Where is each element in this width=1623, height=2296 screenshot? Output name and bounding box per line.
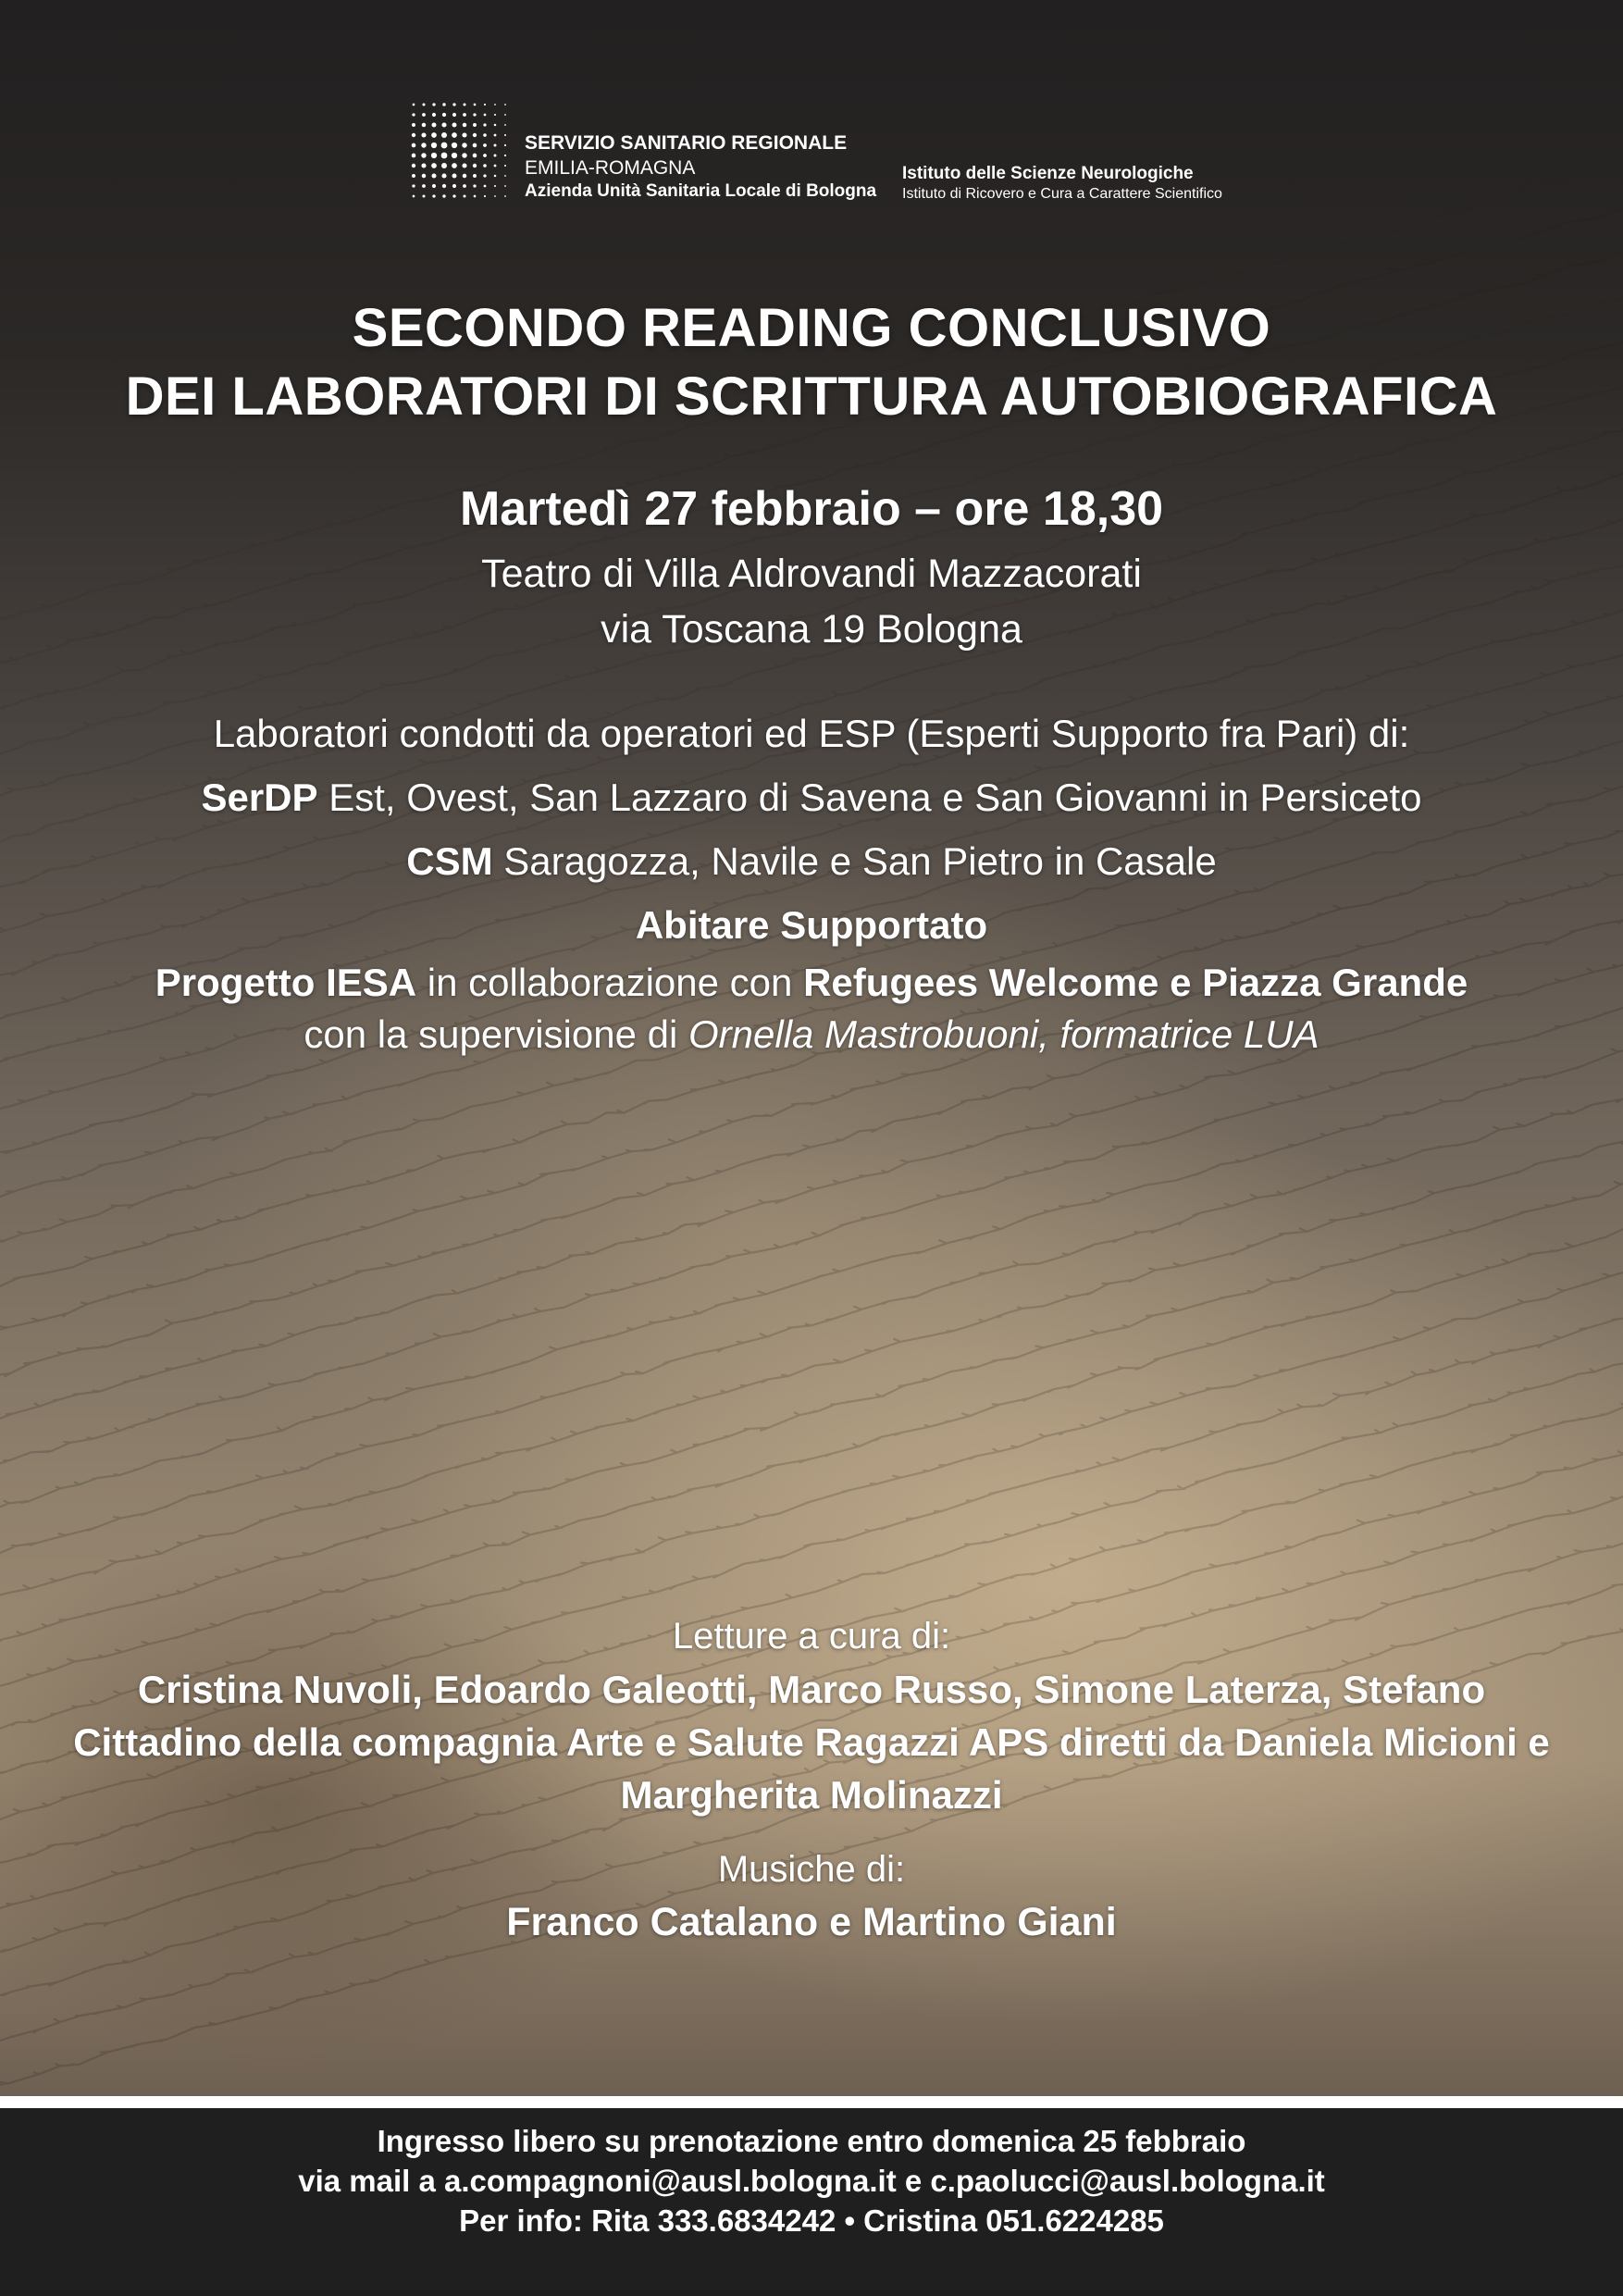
iesa-collab: in collaborazione con bbox=[416, 961, 804, 1004]
supervision-prefix: con la supervisione di bbox=[304, 1012, 688, 1056]
script-stroke bbox=[0, 1086, 1623, 1562]
labs-intro: Laboratori condotti da operatori ed ESP (Esperti Supporto fra Pari) di: bbox=[213, 712, 1410, 755]
isn-logo bbox=[902, 164, 1222, 205]
ssr-logo-line-2: EMILIA-ROMAGNA bbox=[525, 157, 696, 179]
venue-name: Teatro di Villa Aldrovandi Mazzacorati bbox=[481, 552, 1142, 596]
serdp-label: SerDP bbox=[201, 776, 318, 819]
isn-logo-line-1: Istituto delle Scienze Neurologiche bbox=[902, 164, 1194, 183]
csm-locations: Saragozza, Navile e San Pietro in Casale bbox=[492, 839, 1217, 883]
labs-abitare-line bbox=[0, 893, 1623, 957]
title-line-1: SECONDO READING CONCLUSIVO bbox=[352, 298, 1271, 358]
serdp-locations: Est, Ovest, San Lazzaro di Savena e San Giovanni in Persiceto bbox=[317, 776, 1422, 819]
csm-label: CSM bbox=[406, 839, 493, 883]
script-stroke bbox=[0, 993, 1623, 1473]
labs-section bbox=[0, 701, 1623, 1061]
iesa-partners: Refugees Welcome e Piazza Grande bbox=[803, 961, 1468, 1004]
script-stroke bbox=[0, 1174, 1623, 1652]
event-title bbox=[0, 294, 1623, 431]
footer-info bbox=[0, 2108, 1623, 2296]
footer-email-line: via mail a a.compagnoni@ausl.bologna.it e c.paolucci@ausl.bologna.it bbox=[298, 2164, 1325, 2198]
labs-serdp-line bbox=[0, 765, 1623, 829]
isn-logo-line-2: Istituto di Ricovero e Cura a Carattere Scientifico bbox=[902, 186, 1222, 202]
readers-list: Cristina Nuvoli, Edoardo Galeotti, Marco Russo, Simone Laterza, Stefano Cittadino della compagnia Arte e Salute Ragazzi APS diretti da Daniela Micioni e Margherita Molinazzi bbox=[73, 1668, 1550, 1817]
event-location bbox=[0, 546, 1623, 657]
labs-csm-line bbox=[0, 829, 1623, 893]
musicians: Franco Catalano e Martino Giani bbox=[506, 1900, 1117, 1944]
music-heading: Musiche di: bbox=[717, 1849, 906, 1890]
venue-address: via Toscana 19 Bologna bbox=[601, 607, 1022, 652]
footer-booking-line: Ingresso libero su prenotazione entro domenica 25 febbraio bbox=[377, 2124, 1246, 2158]
abitare-label: Abitare Supportato bbox=[635, 903, 988, 947]
iesa-label: Progetto IESA bbox=[155, 961, 417, 1004]
labs-iesa-line bbox=[0, 957, 1623, 1009]
script-stroke bbox=[0, 1037, 1623, 1520]
footer-contacts-line: Per info: Rita 333.6834242 • Cristina 051.6224285 bbox=[459, 2203, 1164, 2238]
supervision-line bbox=[0, 1009, 1623, 1061]
event-date: Martedì 27 febbraio – ore 18,30 bbox=[459, 482, 1164, 536]
supervisor-name: Ornella Mastrobuoni, formatrice LUA bbox=[688, 1012, 1319, 1056]
footer-divider bbox=[0, 2096, 1623, 2108]
ssr-logo-line-1: SERVIZIO SANITARIO REGIONALE bbox=[525, 132, 848, 154]
title-line-2: DEI LABORATORI DI SCRITTURA AUTOBIOGRAFICA bbox=[125, 366, 1498, 427]
script-stroke bbox=[0, 1125, 1623, 1607]
ssr-dot-grid-icon bbox=[409, 100, 511, 202]
ssr-logo-line-3: Azienda Unità Sanitaria Locale di Bologna bbox=[525, 181, 877, 201]
readings-heading: Letture a cura di: bbox=[672, 1616, 951, 1657]
